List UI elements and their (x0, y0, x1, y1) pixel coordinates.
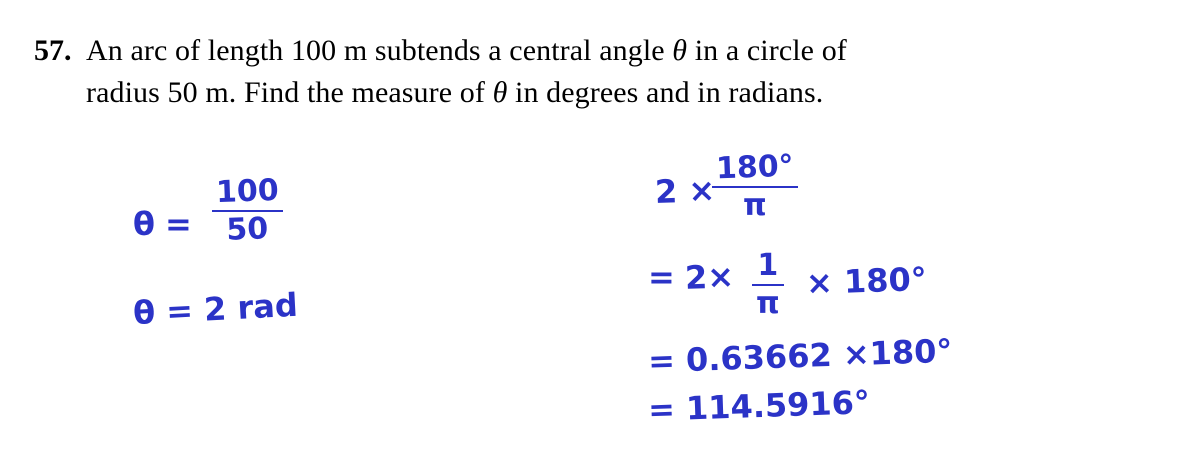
theta-glyph-left: θ (132, 204, 156, 244)
theta-symbol-1: θ (672, 34, 688, 67)
problem-line-2 (34, 72, 1184, 114)
fraction-denominator-pi-1: π (742, 187, 767, 223)
handwritten-fraction-one-over-pi (752, 250, 784, 319)
handwritten-line4-answer (647, 383, 871, 429)
theta-result-text: θ = 2 rad (132, 285, 299, 333)
line4-text: = 114.5916° (647, 383, 871, 429)
problem-number: 57. (34, 34, 72, 67)
fraction-numerator-one: 1 (757, 248, 779, 283)
problem-line-2-text (86, 72, 823, 114)
equals-sign-left: = (164, 205, 192, 243)
problem-line2-part2: in degrees and in radians. (507, 76, 824, 109)
theta-symbol-2: θ (492, 76, 508, 109)
problem-line-1-text (86, 30, 847, 72)
line3-text: = 0.63662 ×180° (647, 331, 954, 381)
problem-text-part2: in a circle of (687, 34, 847, 67)
two-times-line2: 2× (684, 257, 735, 297)
handwritten-line2-prefix (648, 258, 734, 296)
fraction-numerator-100: 100 (215, 172, 280, 211)
two-times-label: 2 × (654, 170, 716, 212)
handwritten-times-180 (805, 259, 928, 303)
equals-sign-line2: = (648, 258, 675, 296)
problem-line2-part1: radius 50 m. Find the measure of (86, 76, 493, 109)
handwritten-fraction-180-over-pi (712, 148, 798, 223)
problem-statement (34, 30, 1184, 114)
handwritten-two-times (655, 172, 715, 210)
handwritten-theta-equals (133, 205, 192, 243)
handwritten-line3 (647, 331, 954, 381)
problem-line-1 (34, 30, 1184, 72)
fraction-denominator-50: 50 (225, 210, 269, 248)
fraction-numerator-180deg: 180° (715, 148, 795, 187)
problem-text-part1: An arc of length 100 m subtends a central angle (86, 34, 673, 67)
handwritten-fraction-100-over-50 (212, 172, 283, 248)
handwritten-theta-result (132, 285, 299, 333)
fraction-denominator-pi-2: π (756, 285, 780, 321)
times-180-label: × 180° (805, 259, 928, 303)
